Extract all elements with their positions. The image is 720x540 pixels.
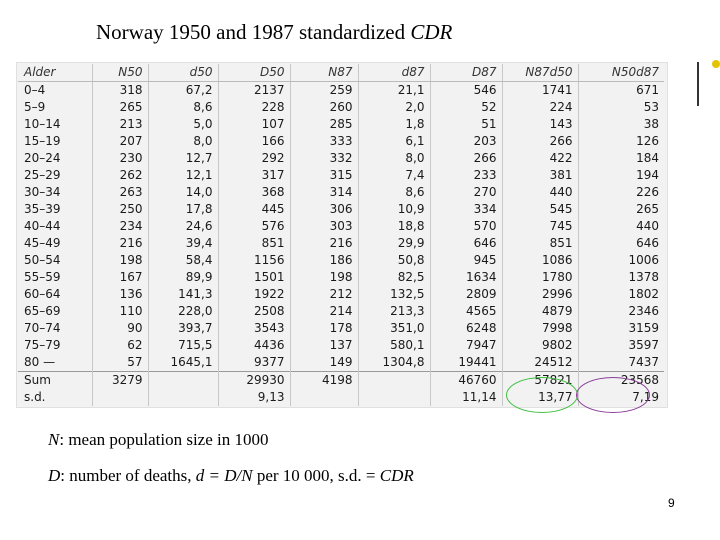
column-header: D87 bbox=[430, 64, 502, 82]
table-cell: 11,14 bbox=[430, 389, 502, 406]
table-cell: 851 bbox=[218, 235, 290, 252]
table-cell: 266 bbox=[430, 150, 502, 167]
table-cell: 4565 bbox=[430, 303, 502, 320]
table-cell: 1922 bbox=[218, 286, 290, 303]
table-cell: 13,77 bbox=[502, 389, 578, 406]
table-cell: 570 bbox=[430, 218, 502, 235]
table-cell: 292 bbox=[218, 150, 290, 167]
table-cell: 17,8 bbox=[148, 201, 218, 218]
note-text-2b: per 10 000, s.d. = bbox=[252, 466, 380, 485]
table-cell: 445 bbox=[218, 201, 290, 218]
table-row bbox=[18, 116, 664, 133]
table-cell: 2809 bbox=[430, 286, 502, 303]
table-cell: 259 bbox=[290, 82, 358, 100]
highlight-circle-purple bbox=[576, 377, 650, 413]
table-cell: 1802 bbox=[628, 287, 659, 301]
decorative-dot bbox=[712, 60, 720, 68]
table-cell: 198 bbox=[92, 252, 148, 269]
column-header: N87d50 bbox=[502, 64, 578, 82]
table-cell: 265 bbox=[92, 99, 148, 116]
table-cell: 8,0 bbox=[358, 150, 430, 167]
note-formula: d = D/N bbox=[195, 466, 253, 485]
table-cell: 7,19 bbox=[632, 390, 659, 404]
table-cell: 57821 bbox=[502, 372, 578, 390]
table-cell: 143 bbox=[502, 116, 578, 133]
table-cell bbox=[92, 389, 148, 406]
table-cell: 126 bbox=[636, 134, 659, 148]
table-cell: 50–54 bbox=[18, 252, 92, 269]
table-cell: 7998 bbox=[502, 320, 578, 337]
column-header: N87 bbox=[290, 64, 358, 82]
note-text-1: : mean population size in 1000 bbox=[59, 430, 269, 449]
table-cell: 260 bbox=[290, 99, 358, 116]
table-cell: 5,0 bbox=[148, 116, 218, 133]
table-cell: 12,1 bbox=[148, 167, 218, 184]
table-cell: 212 bbox=[290, 286, 358, 303]
table-row bbox=[18, 218, 664, 235]
table-cell: 317 bbox=[218, 167, 290, 184]
table-cell: 216 bbox=[290, 235, 358, 252]
table-cell: 14,0 bbox=[148, 184, 218, 201]
table-cell: 20–24 bbox=[18, 150, 92, 167]
table-cell: 671 bbox=[636, 83, 659, 97]
table-cell: 2,0 bbox=[358, 99, 430, 116]
table-cell: 167 bbox=[92, 269, 148, 286]
table-row bbox=[18, 82, 664, 100]
table-cell: 51 bbox=[430, 116, 502, 133]
table-cell: 1645,1 bbox=[148, 354, 218, 372]
table-cell: 10,9 bbox=[358, 201, 430, 218]
table-cell: 184 bbox=[636, 151, 659, 165]
table-cell: 29930 bbox=[218, 372, 290, 390]
table-cell: 65–69 bbox=[18, 303, 92, 320]
table-cell: 40–44 bbox=[18, 218, 92, 235]
table-cell: 1378 bbox=[628, 270, 659, 284]
table-cell: 149 bbox=[290, 354, 358, 372]
table-cell: 137 bbox=[290, 337, 358, 354]
table-cell: 1,8 bbox=[358, 116, 430, 133]
table-cell: 24,6 bbox=[148, 218, 218, 235]
title-cdr: CDR bbox=[410, 20, 453, 44]
slide-title bbox=[96, 20, 452, 45]
column-header: d50 bbox=[148, 64, 218, 82]
table-row bbox=[18, 320, 664, 337]
table-cell: 646 bbox=[430, 235, 502, 252]
table-cell: 45–49 bbox=[18, 235, 92, 252]
table-cell: 715,5 bbox=[148, 337, 218, 354]
table-cell: 62 bbox=[92, 337, 148, 354]
table-cell: 2137 bbox=[218, 82, 290, 100]
table-cell: 53 bbox=[643, 100, 659, 114]
table-cell: 333 bbox=[290, 133, 358, 150]
table-cell: 6248 bbox=[430, 320, 502, 337]
table-cell: s.d. bbox=[18, 389, 92, 406]
table-cell: 233 bbox=[430, 167, 502, 184]
table-cell: 216 bbox=[92, 235, 148, 252]
table-row bbox=[18, 167, 664, 184]
table-cell bbox=[358, 372, 430, 390]
table-cell: 30–34 bbox=[18, 184, 92, 201]
note-population bbox=[48, 430, 269, 450]
table-cell: 10–14 bbox=[18, 116, 92, 133]
table-cell bbox=[290, 389, 358, 406]
table-cell: 38 bbox=[643, 117, 659, 131]
note-var-n: N bbox=[48, 430, 60, 449]
table-cell: 368 bbox=[218, 184, 290, 201]
table-cell: 46760 bbox=[430, 372, 502, 390]
table-cell: 303 bbox=[290, 218, 358, 235]
table-cell: 89,9 bbox=[148, 269, 218, 286]
table-cell bbox=[148, 389, 218, 406]
column-header: N50 bbox=[92, 64, 148, 82]
table-row bbox=[18, 133, 664, 150]
table-cell: 1304,8 bbox=[358, 354, 430, 372]
table-cell: 0–4 bbox=[18, 82, 92, 100]
table-cell: 141,3 bbox=[148, 286, 218, 303]
table-cell: 226 bbox=[636, 185, 659, 199]
table-cell: 21,1 bbox=[358, 82, 430, 100]
table-cell: 2508 bbox=[218, 303, 290, 320]
table-cell: 745 bbox=[502, 218, 578, 235]
table-cell: Sum bbox=[18, 372, 92, 390]
table-cell: 213,3 bbox=[358, 303, 430, 320]
note-var-d: D bbox=[48, 466, 61, 485]
table-cell: 4436 bbox=[218, 337, 290, 354]
table-cell: 107 bbox=[218, 116, 290, 133]
table-cell: 576 bbox=[218, 218, 290, 235]
table-cell: 250 bbox=[92, 201, 148, 218]
table-cell: 8,0 bbox=[148, 133, 218, 150]
page-number: 9 bbox=[668, 496, 675, 510]
table-cell: 393,7 bbox=[148, 320, 218, 337]
table-cell: 23568 bbox=[578, 372, 664, 390]
table-cell: 214 bbox=[290, 303, 358, 320]
table-cell: 19441 bbox=[430, 354, 502, 372]
table-cell: 381 bbox=[502, 167, 578, 184]
column-header: d87 bbox=[358, 64, 430, 82]
title-main: Norway 1950 and 1987 standardized bbox=[96, 20, 406, 44]
table-cell: 3159 bbox=[628, 321, 659, 335]
table-cell: 580,1 bbox=[358, 337, 430, 354]
table-row bbox=[18, 252, 664, 269]
table-cell: 80 — bbox=[18, 354, 92, 372]
table-cell: 265 bbox=[636, 202, 659, 216]
table-cell: 9377 bbox=[218, 354, 290, 372]
table-cell: 178 bbox=[290, 320, 358, 337]
column-header: Alder bbox=[18, 64, 92, 82]
table-cell: 234 bbox=[92, 218, 148, 235]
table-cell: 15–19 bbox=[18, 133, 92, 150]
table-cell: 230 bbox=[92, 150, 148, 167]
table-cell: 851 bbox=[502, 235, 578, 252]
table-cell: 7437 bbox=[628, 355, 659, 369]
table-cell: 8,6 bbox=[148, 99, 218, 116]
table-cell: 57 bbox=[92, 354, 148, 372]
table-cell: 8,6 bbox=[358, 184, 430, 201]
table-cell: 82,5 bbox=[358, 269, 430, 286]
table-row bbox=[18, 184, 664, 201]
table-cell: 29,9 bbox=[358, 235, 430, 252]
table-cell: 1156 bbox=[218, 252, 290, 269]
table-cell: 203 bbox=[430, 133, 502, 150]
table-cell: 351,0 bbox=[358, 320, 430, 337]
table-cell: 306 bbox=[290, 201, 358, 218]
table-cell: 186 bbox=[290, 252, 358, 269]
table-cell: 24512 bbox=[502, 354, 578, 372]
table-cell: 4879 bbox=[502, 303, 578, 320]
table-cell: 39,4 bbox=[148, 235, 218, 252]
table-cell: 228,0 bbox=[148, 303, 218, 320]
table-cell: 285 bbox=[290, 116, 358, 133]
table-cell: 207 bbox=[92, 133, 148, 150]
table-cell: 198 bbox=[290, 269, 358, 286]
table-cell bbox=[148, 372, 218, 390]
table-cell: 263 bbox=[92, 184, 148, 201]
table-cell: 440 bbox=[502, 184, 578, 201]
table-cell: 2346 bbox=[628, 304, 659, 318]
table-cell: 194 bbox=[636, 168, 659, 182]
table-cell: 3543 bbox=[218, 320, 290, 337]
table-cell: 228 bbox=[218, 99, 290, 116]
table-cell: 6,1 bbox=[358, 133, 430, 150]
table-cell: 136 bbox=[92, 286, 148, 303]
table-cell: 422 bbox=[502, 150, 578, 167]
table-row bbox=[18, 337, 664, 354]
table-cell: 12,7 bbox=[148, 150, 218, 167]
table-cell: 9,13 bbox=[218, 389, 290, 406]
table-row bbox=[18, 201, 664, 218]
table-row bbox=[18, 99, 664, 116]
table-cell: 7,4 bbox=[358, 167, 430, 184]
table-cell: 270 bbox=[430, 184, 502, 201]
highlight-circle-green bbox=[506, 377, 578, 413]
table-cell: 67,2 bbox=[148, 82, 218, 100]
table-cell: 332 bbox=[290, 150, 358, 167]
table-cell: 646 bbox=[636, 236, 659, 250]
table-cell: 334 bbox=[430, 201, 502, 218]
table-cell: 1086 bbox=[502, 252, 578, 269]
table-cell: 4198 bbox=[290, 372, 358, 390]
table-row bbox=[18, 303, 664, 320]
table-cell: 318 bbox=[92, 82, 148, 100]
note-cdr: CDR bbox=[379, 466, 414, 485]
table-cell: 75–79 bbox=[18, 337, 92, 354]
table-row bbox=[18, 354, 664, 372]
table-cell: 945 bbox=[430, 252, 502, 269]
table-cell: 132,5 bbox=[358, 286, 430, 303]
table-cell: 1780 bbox=[502, 269, 578, 286]
table-cell: 18,8 bbox=[358, 218, 430, 235]
table-cell: 7947 bbox=[430, 337, 502, 354]
table-cell: 35–39 bbox=[18, 201, 92, 218]
table-cell: 266 bbox=[502, 133, 578, 150]
table-cell: 9802 bbox=[502, 337, 578, 354]
table-cell: 1006 bbox=[628, 253, 659, 267]
table-cell: 3279 bbox=[92, 372, 148, 390]
table-cell: 90 bbox=[92, 320, 148, 337]
table-row bbox=[18, 286, 664, 303]
table-row bbox=[18, 235, 664, 252]
decorative-line bbox=[697, 62, 699, 106]
table-cell: 213 bbox=[92, 116, 148, 133]
table-cell: 58,4 bbox=[148, 252, 218, 269]
table-cell: 166 bbox=[218, 133, 290, 150]
table-cell bbox=[358, 389, 430, 406]
table-cell: 60–64 bbox=[18, 286, 92, 303]
table-cell: 1501 bbox=[218, 269, 290, 286]
table-cell: 5–9 bbox=[18, 99, 92, 116]
column-header: D50 bbox=[218, 64, 290, 82]
table-row bbox=[18, 150, 664, 167]
table-cell: 110 bbox=[92, 303, 148, 320]
table-cell: 224 bbox=[502, 99, 578, 116]
table-cell: 440 bbox=[636, 219, 659, 233]
column-header: N50d87 bbox=[578, 64, 664, 82]
note-text-2a: : number of deaths, bbox=[60, 466, 196, 485]
table-cell: 315 bbox=[290, 167, 358, 184]
table-cell: 3597 bbox=[628, 338, 659, 352]
table-cell: 2996 bbox=[502, 286, 578, 303]
table-row bbox=[18, 269, 664, 286]
table-cell: 1741 bbox=[502, 82, 578, 100]
table-cell: 262 bbox=[92, 167, 148, 184]
table-cell: 545 bbox=[502, 201, 578, 218]
table-header-row bbox=[18, 64, 664, 82]
table-cell: 1634 bbox=[430, 269, 502, 286]
table-cell: 25–29 bbox=[18, 167, 92, 184]
table-cell: 55–59 bbox=[18, 269, 92, 286]
table-cell: 314 bbox=[290, 184, 358, 201]
table-cell: 50,8 bbox=[358, 252, 430, 269]
table-cell: 70–74 bbox=[18, 320, 92, 337]
cdr-table bbox=[18, 64, 664, 406]
note-deaths bbox=[48, 466, 414, 486]
table-cell: 546 bbox=[430, 82, 502, 100]
table-cell: 52 bbox=[430, 99, 502, 116]
